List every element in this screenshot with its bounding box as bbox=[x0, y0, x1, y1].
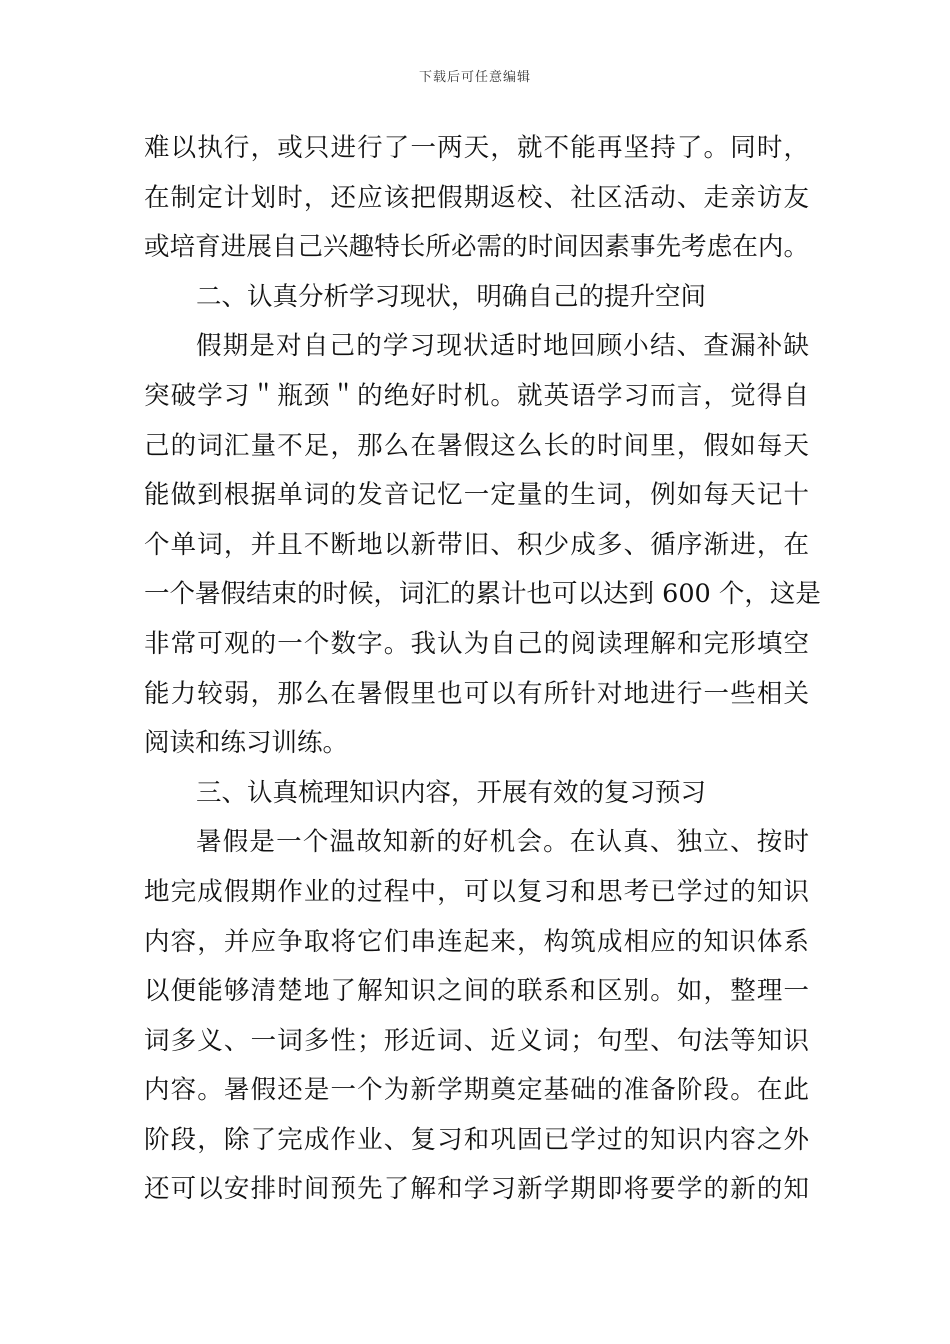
text-line: 以便能够清楚地了解知识之间的联系和区别。如，整理一 bbox=[144, 976, 809, 1007]
text-line: 难以执行，或只进行了一两天，就不能再坚持了。同时， bbox=[144, 133, 809, 163]
page-header: 下载后可任意编辑 bbox=[418, 70, 531, 85]
text-line: 突破学习＂瓶颈＂的绝好时机。就英语学习而言，觉得自 bbox=[144, 380, 809, 411]
text-line: 假期是对自己的学习现状适时地回顾小结、查漏补缺 bbox=[196, 331, 809, 362]
section-heading: 三、认真梳理知识内容，开展有效的复习预习 bbox=[196, 777, 707, 808]
text-line: 在制定计划时，还应该把假期返校、社区活动、走亲访友 bbox=[144, 182, 809, 213]
text-line: 非常可观的一个数字。我认为自己的阅读理解和完形填空 bbox=[144, 628, 809, 659]
text-line: 能力较弱，那么在暑假里也可以有所针对地进行一些相关 bbox=[144, 678, 809, 709]
text-line: 一个暑假结束的时候，词汇的累计也可以达到 600 个，这是 bbox=[144, 579, 821, 610]
text-line: 暑假是一个温故知新的好机会。在认真、独立、按时 bbox=[196, 827, 809, 858]
text-line: 或培育进展自己兴趣特长所必需的时间因素事先考虑在内。 bbox=[144, 232, 809, 263]
text-line: 地完成假期作业的过程中，可以复习和思考已学过的知识 bbox=[144, 876, 809, 907]
text-line: 己的词汇量不足，那么在暑假这么长的时间里，假如每天 bbox=[144, 430, 809, 461]
text-line: 还可以安排时间预先了解和学习新学期即将要学的新的知 bbox=[144, 1174, 809, 1205]
text-line: 个单词，并且不断地以新带旧、积少成多、循序渐进，在 bbox=[144, 529, 809, 560]
text-line: 阅读和练习训练。 bbox=[144, 728, 349, 759]
text-line: 词多义、一词多性；形近词、近义词；句型、句法等知识 bbox=[144, 1025, 809, 1056]
text-line: 内容，并应争取将它们串连起来，构筑成相应的知识体系 bbox=[144, 926, 809, 957]
document-body bbox=[144, 124, 821, 1215]
text-line: 能做到根据单词的发音记忆一定量的生词，例如每天记十 bbox=[144, 480, 809, 511]
text-line: 阶段，除了完成作业、复习和巩固已学过的知识内容之外 bbox=[144, 1124, 809, 1155]
section-heading: 二、认真分析学习现状，明确自己的提升空间 bbox=[196, 281, 707, 312]
text-line: 内容。暑假还是一个为新学期奠定基础的准备阶段。在此 bbox=[144, 1075, 809, 1106]
